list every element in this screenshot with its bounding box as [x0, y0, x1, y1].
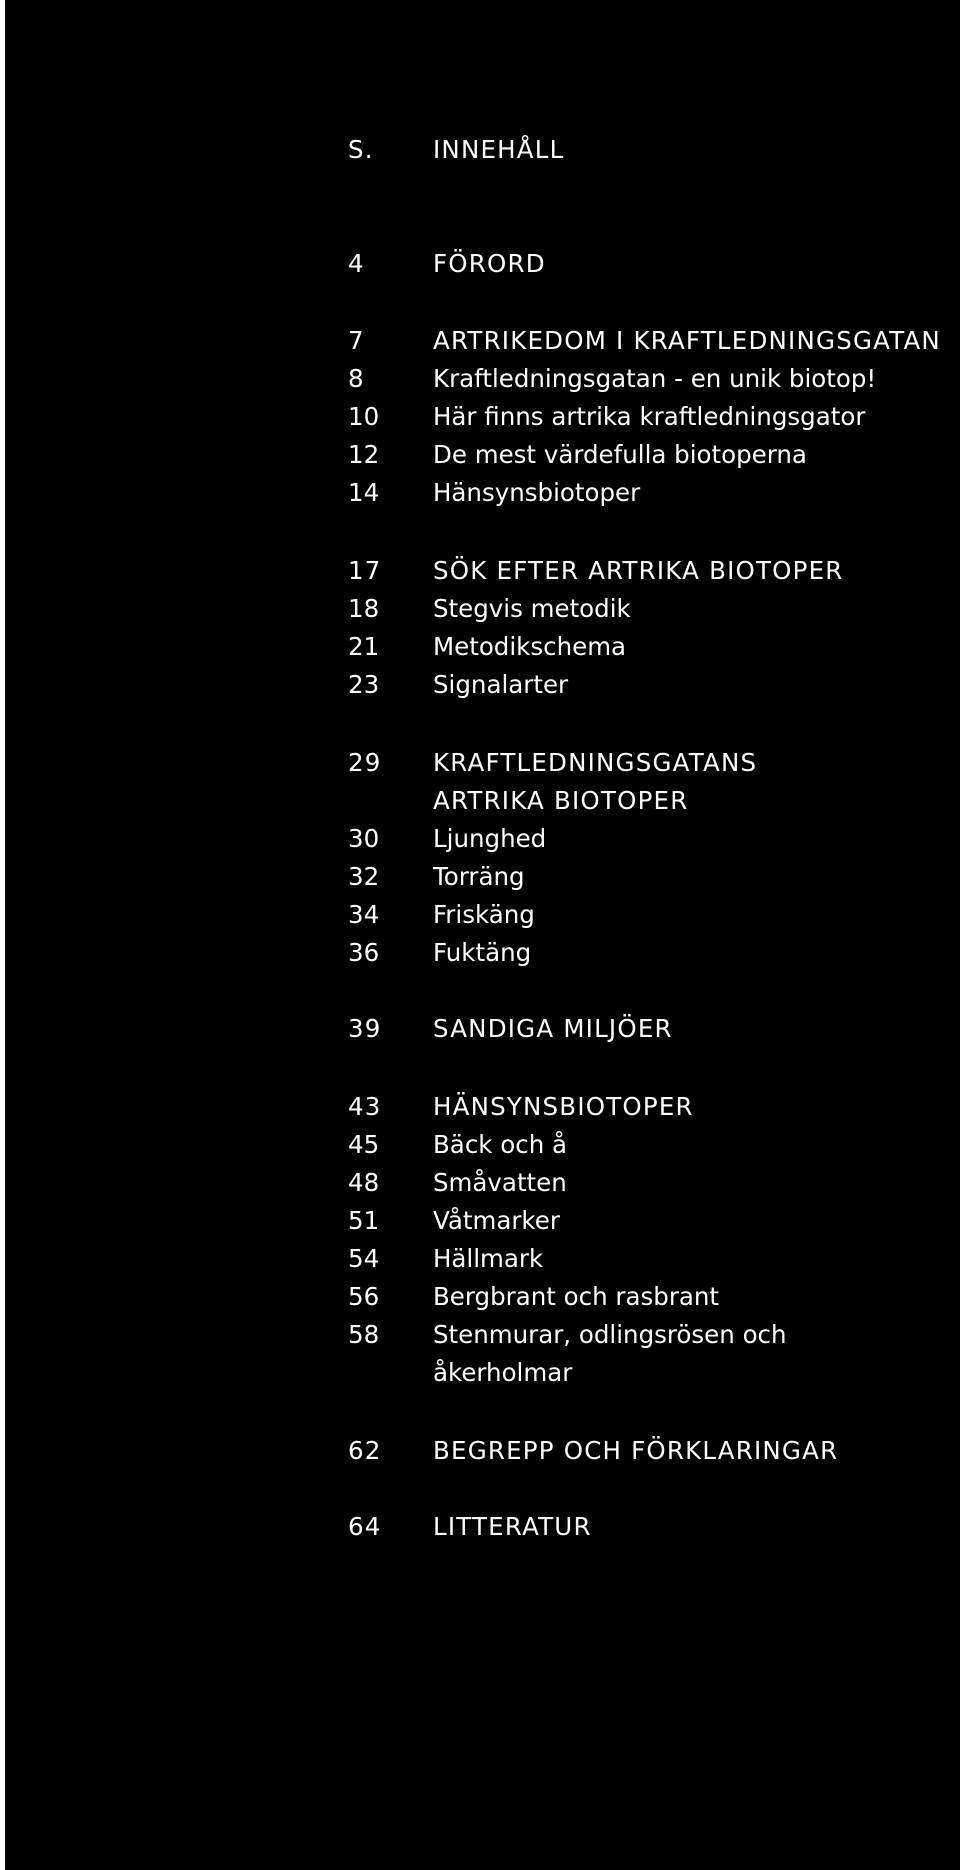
toc-title: Bergbrant och rasbrant	[433, 1282, 720, 1311]
toc-page-number: 8	[348, 364, 364, 393]
toc-title: Friskäng	[433, 900, 535, 929]
toc-entry[interactable]	[5, 628, 960, 666]
toc-title: Småvatten	[433, 1168, 567, 1197]
toc-title: åkerholmar	[433, 1358, 573, 1387]
toc-title: ARTRIKA BIOTOPER	[433, 786, 689, 815]
toc-entry[interactable]	[5, 1088, 960, 1126]
toc-page-number: 45	[348, 1130, 380, 1159]
toc-title: De mest värdefulla biotoperna	[433, 440, 807, 469]
toc-page-number: 64	[348, 1512, 382, 1541]
toc-page-number: 54	[348, 1244, 380, 1273]
toc-entry[interactable]	[5, 436, 960, 474]
toc-page-number: 36	[348, 938, 380, 967]
toc-entry[interactable]	[5, 896, 960, 934]
toc-page	[5, 0, 960, 1870]
toc-page-number: 17	[348, 556, 382, 585]
toc-title: Torräng	[433, 862, 525, 891]
toc-title: Hällmark	[433, 1244, 544, 1273]
toc-page-number: 21	[348, 632, 380, 661]
toc-entry[interactable]	[5, 934, 960, 972]
toc-page-number: 43	[348, 1092, 382, 1121]
toc-page-number: 48	[348, 1168, 380, 1197]
toc-page-number: 32	[348, 862, 380, 891]
toc-page-number: 12	[348, 440, 380, 469]
toc-header-label: INNEHÅLL	[433, 135, 565, 164]
toc-title: Våtmarker	[433, 1206, 560, 1235]
toc-entry[interactable]	[5, 590, 960, 628]
toc-header-marker: S.	[348, 135, 374, 164]
toc-title: ARTRIKEDOM I KRAFTLEDNINGSGATAN	[433, 326, 941, 355]
toc-title: SANDIGA MILJÖER	[433, 1014, 673, 1043]
toc-entry[interactable]	[5, 398, 960, 436]
toc-title: Stenmurar, odlingsrösen och	[433, 1320, 787, 1349]
table-of-contents	[5, 0, 960, 1870]
toc-page-number: 51	[348, 1206, 380, 1235]
toc-entry[interactable]	[5, 858, 960, 896]
toc-entry-continuation[interactable]	[5, 782, 960, 820]
toc-page-number: 14	[348, 478, 380, 507]
toc-entry[interactable]	[5, 1278, 960, 1316]
toc-title: SÖK EFTER ARTRIKA BIOTOPER	[433, 556, 844, 585]
toc-entry[interactable]	[5, 1126, 960, 1164]
toc-title: KRAFTLEDNINGSGATANS	[433, 748, 758, 777]
toc-page-number: 62	[348, 1436, 382, 1465]
toc-entry[interactable]	[5, 1240, 960, 1278]
toc-page-number: 23	[348, 670, 380, 699]
toc-page-number: 10	[348, 402, 380, 431]
toc-page-number: 56	[348, 1282, 380, 1311]
toc-page-number: 4	[348, 249, 365, 278]
toc-entry[interactable]	[5, 1432, 960, 1470]
toc-title: LITTERATUR	[433, 1512, 592, 1541]
toc-entry[interactable]	[5, 744, 960, 782]
toc-title: Hänsynsbiotoper	[433, 478, 641, 507]
toc-title: HÄNSYNSBIOTOPER	[433, 1092, 694, 1121]
toc-page-number: 30	[348, 824, 380, 853]
toc-title: Metodikschema	[433, 632, 627, 661]
toc-title: BEGREPP OCH FÖRKLARINGAR	[433, 1436, 839, 1465]
toc-entry[interactable]	[5, 552, 960, 590]
toc-header	[5, 131, 960, 169]
toc-entry[interactable]	[5, 1508, 960, 1546]
toc-title: Signalarter	[433, 670, 569, 699]
toc-entry[interactable]	[5, 1164, 960, 1202]
toc-page-number: 29	[348, 748, 382, 777]
toc-page-number: 39	[348, 1014, 382, 1043]
toc-title: Fuktäng	[433, 938, 532, 967]
toc-entry[interactable]	[5, 245, 960, 283]
toc-entry[interactable]	[5, 666, 960, 704]
toc-entry[interactable]	[5, 322, 960, 360]
toc-page-number: 7	[348, 326, 365, 355]
toc-entry[interactable]	[5, 1010, 960, 1048]
toc-entry[interactable]	[5, 360, 960, 398]
toc-title: Ljunghed	[433, 824, 547, 853]
toc-entry[interactable]	[5, 820, 960, 858]
toc-title: Kraftledningsgatan - en unik biotop!	[433, 364, 877, 393]
toc-page-number: 58	[348, 1320, 380, 1349]
toc-title: Stegvis metodik	[433, 594, 631, 623]
toc-entry[interactable]	[5, 474, 960, 512]
toc-page-number: 18	[348, 594, 380, 623]
toc-page-number: 34	[348, 900, 380, 929]
toc-entry-continuation[interactable]	[5, 1354, 960, 1392]
toc-entry[interactable]	[5, 1316, 960, 1354]
toc-title: Bäck och å	[433, 1130, 568, 1159]
toc-title: FÖRORD	[433, 249, 546, 278]
toc-title: Här finns artrika kraftledningsgator	[433, 402, 866, 431]
toc-entry[interactable]	[5, 1202, 960, 1240]
